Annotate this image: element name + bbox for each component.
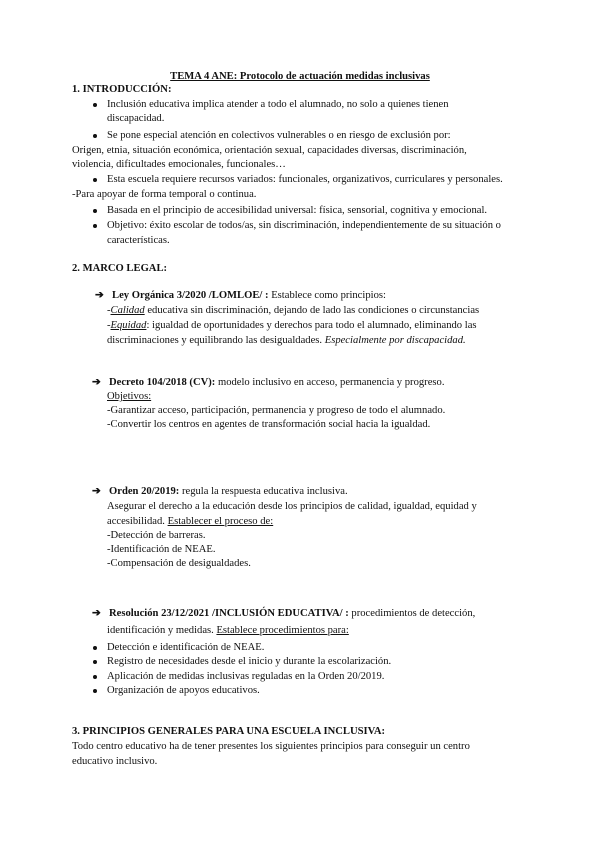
text-segment: educativo inclusivo.	[72, 756, 158, 767]
text-segment: : igualdad de oportunidades y derechos para todo el alumnado, eliminando las	[146, 320, 477, 331]
text-segment: regula la respuesta educativa inclusiva.	[181, 486, 348, 497]
text-line	[72, 144, 467, 157]
text-line	[107, 334, 466, 347]
arrow-right-icon: ➔	[92, 377, 101, 388]
bullet-item	[107, 670, 384, 683]
text-segment: Aplicación de medidas inclusivas reguladas en la Orden 20/2019.	[107, 671, 385, 682]
text-segment: Especialmente por discapacidad.	[324, 335, 466, 346]
bullet-item	[107, 204, 487, 217]
text-line	[107, 543, 216, 556]
text-segment: Ley Orgánica 3/2020 /LOMLOE/ :	[112, 290, 272, 301]
text-line	[107, 624, 349, 637]
legal-reference-item	[92, 485, 348, 498]
text-line	[107, 418, 430, 431]
text-segment: Calidad	[110, 305, 145, 316]
document-title: TEMA 4 ANE: Protocolo de actuación medidas inclusivas	[170, 71, 430, 82]
text-segment: Objetivo: éxito escolar de todos/as, sin discriminación, independientemente de su situación o	[107, 220, 501, 231]
text-segment: -	[107, 320, 111, 331]
text-line	[72, 158, 286, 171]
text-line	[107, 234, 170, 247]
text-segment: Se pone especial atención en colectivos vulnerables o en riesgo de exclusión por:	[107, 130, 451, 141]
text-segment: Inclusión educativa implica atender a todo el alumnado, no solo a quienes tienen	[107, 99, 449, 110]
text-segment: discapacidad.	[107, 113, 165, 124]
text-line	[107, 319, 477, 332]
arrow-right-icon: ➔	[92, 486, 101, 497]
legal-reference-item	[95, 289, 386, 302]
text-line	[107, 304, 479, 317]
bullet-item	[107, 129, 451, 142]
text-segment: 1. INTRODUCCIÓN:	[72, 84, 172, 95]
text-segment: Detección e identificación de NEAE.	[107, 642, 265, 653]
text-segment: Basada en el principio de accesibilidad universal: física, sensorial, cognitiva y emocional.	[107, 205, 488, 216]
text-line	[107, 390, 151, 403]
text-segment: modelo inclusivo en acceso, permanencia y progreso.	[217, 377, 445, 388]
text-line	[107, 112, 164, 125]
text-segment: Organización de apoyos educativos.	[107, 685, 260, 696]
text-line	[107, 515, 273, 528]
bullet-icon	[93, 689, 97, 693]
text-segment: procedimientos de detección,	[351, 608, 476, 619]
bullet-icon	[93, 209, 97, 213]
arrow-right-icon: ➔	[95, 290, 104, 301]
text-line	[72, 83, 171, 96]
text-segment: -Para apoyar de forma temporal o continua.	[72, 189, 257, 200]
text-line	[107, 404, 445, 417]
text-segment: -Detección de barreras.	[107, 530, 206, 541]
bullet-icon	[93, 224, 97, 228]
text-segment: accesibilidad.	[107, 516, 168, 527]
text-segment: Esta escuela requiere recursos variados: funcionales, organizativos, curriculares y personales.	[107, 174, 503, 185]
bullet-icon	[93, 134, 97, 138]
text-segment: Equidad	[110, 320, 147, 331]
text-segment: Origen, etnia, situación económica, orientación sexual, capacidades diversas, discriminación,	[72, 145, 467, 156]
bullet-item	[107, 684, 260, 697]
arrow-right-icon: ➔	[92, 608, 101, 619]
text-segment: -Garantizar acceso, participación, permanencia y progreso de todo el alumnado.	[107, 405, 446, 416]
text-line	[72, 740, 470, 753]
bullet-icon	[93, 178, 97, 182]
text-segment: Resolución 23/12/2021 /INCLUSIÓN EDUCATIVA/ :	[109, 608, 352, 619]
text-segment: 3. PRINCIPIOS GENERALES PARA UNA ESCUELA INCLUSIVA:	[72, 726, 386, 737]
bullet-item	[107, 173, 503, 186]
legal-reference-item	[92, 607, 476, 620]
bullet-item	[107, 641, 264, 654]
text-segment: Todo centro educativo ha de tener presentes los siguientes principios para conseguir un centro	[72, 741, 470, 752]
text-segment: violencia, dificultades emocionales, funcionales…	[72, 159, 286, 170]
text-segment: Establece como principios:	[271, 290, 386, 301]
text-line	[72, 262, 167, 275]
text-segment: Decreto 104/2018 (CV):	[109, 377, 218, 388]
text-segment: -	[107, 305, 111, 316]
text-line	[72, 725, 385, 738]
text-segment: -Convertir los centros en agentes de transformación social hacia la igualdad.	[107, 419, 431, 430]
text-segment: Orden 20/2019:	[109, 486, 182, 497]
bullet-icon	[93, 660, 97, 664]
bullet-item	[107, 219, 501, 232]
text-line	[107, 557, 251, 570]
text-segment: características.	[107, 235, 170, 246]
text-segment: Establecer el proceso de:	[167, 516, 274, 527]
bullet-icon	[93, 646, 97, 650]
text-line	[107, 500, 477, 513]
text-line	[72, 188, 256, 201]
text-segment: 2. MARCO LEGAL:	[72, 263, 168, 274]
text-segment: discriminaciones y equilibrando las desigualdades.	[107, 335, 325, 346]
text-segment: educativa sin discriminación, dejando de lado las condiciones o circunstancias	[144, 305, 480, 316]
text-segment: Registro de necesidades desde el inicio y durante la escolarización.	[107, 656, 392, 667]
bullet-icon	[93, 675, 97, 679]
text-segment: -Identificación de NEAE.	[107, 544, 216, 555]
bullet-item	[107, 655, 391, 668]
bullet-icon	[93, 103, 97, 107]
text-segment: -Compensación de desigualdades.	[107, 558, 251, 569]
text-line	[107, 529, 206, 542]
bullet-item	[107, 98, 449, 111]
text-segment: Objetivos:	[107, 391, 152, 402]
legal-reference-item	[92, 376, 445, 389]
text-segment: identificación y medidas.	[107, 625, 217, 636]
text-line	[72, 755, 157, 768]
text-segment: Establece procedimientos para:	[216, 625, 349, 636]
text-segment: Asegurar el derecho a la educación desde los principios de calidad, igualdad, equidad y	[107, 501, 477, 512]
